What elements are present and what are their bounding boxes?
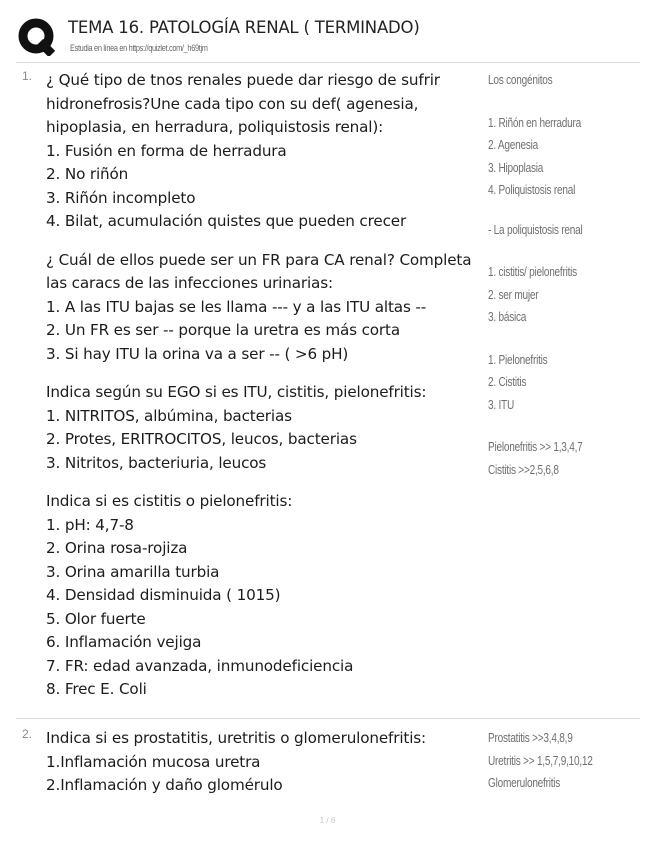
term-line: 1.Inflamación mucosa uretra <box>46 752 261 771</box>
definition-block <box>488 112 638 202</box>
term-line: 8. Frec E. Coli <box>46 680 147 698</box>
term-line: 3. Riñón incompleto <box>46 188 196 207</box>
card-definition <box>488 69 638 481</box>
term-line: 3. Orina amarilla turbia <box>46 562 220 581</box>
term-line: Indica si es cistitis o pielonefritis: <box>46 492 293 510</box>
page-number: 1 / 6 <box>319 816 336 825</box>
term-line: 1. Fusión en forma de herradura <box>46 141 287 160</box>
definition-line: - La poliquistosis renal <box>488 222 583 237</box>
definition-block <box>488 349 638 417</box>
term-line: 4. Bilat, acumulación quistes que pueden crecer <box>46 212 407 230</box>
definition-block <box>488 69 638 92</box>
term-block <box>46 490 488 702</box>
definition-line: 3. ITU <box>488 397 514 412</box>
definition-line: 2. Cistitis <box>488 375 527 389</box>
definition-line: Uretritis >> 1,5,7,9,10,12 <box>488 753 593 768</box>
definition-line: 2. Agenesia <box>488 138 539 152</box>
term-line: 5. Olor fuerte <box>46 609 146 628</box>
definition-line: 3. Hipoplasia <box>488 160 544 175</box>
definition-line: 4. Poliquistosis renal <box>488 183 576 197</box>
card-number: 2. <box>22 727 33 741</box>
term-line: ¿ Cuál de ellos puede ser un FR para CA renal? Completa <box>46 250 472 269</box>
document-source-link[interactable]: Estudia en línea en https://quizlet.com/_h69tjm <box>70 43 208 53</box>
term-block <box>46 249 488 367</box>
card-definition <box>488 727 638 795</box>
term-line: 1. NITRITOS, albúmina, bacterias <box>46 406 292 425</box>
definition-line: 1. cistitis/ pielonefritis <box>488 265 577 279</box>
term-line: 3. Nitritos, bacteriuria, leucos <box>46 453 267 472</box>
definition-line: 1. Pielonefritis <box>488 352 548 367</box>
term-line: 1. pH: 4,7-8 <box>46 515 134 534</box>
definition-line: Cistitis >>2,5,6,8 <box>488 462 559 477</box>
card-term <box>46 69 488 717</box>
definition-line: 2. ser mujer <box>488 287 539 302</box>
term-block <box>46 69 488 234</box>
term-line: 2. Protes, ERITROCITOS, leucos, bacterias <box>46 430 357 448</box>
quizlet-logo-icon <box>18 18 56 56</box>
definition-block <box>488 261 638 329</box>
term-line: ¿ Qué tipo de tnos renales puede dar riesgo de sufrir <box>46 71 440 89</box>
term-line: 3. Si hay ITU la orina va a ser -- ( >6 pH) <box>46 344 349 363</box>
term-line: Indica si es prostatitis, uretritis o glomerulonefritis: <box>46 729 427 747</box>
definition-block <box>488 219 638 242</box>
term-block <box>46 727 488 798</box>
term-line: hidronefrosis?Une cada tipo con su def( agenesia, <box>46 94 419 113</box>
card-divider <box>16 718 640 719</box>
page-header <box>16 14 640 62</box>
term-line: 2. Orina rosa-rojiza <box>46 539 188 557</box>
definition-line: 3. básica <box>488 310 527 324</box>
definition-line: 1. Riñón en herradura <box>488 115 581 130</box>
document-title: TEMA 16. PATOLOGÍA RENAL ( TERMINADO) <box>68 18 420 37</box>
term-line: Indica según su EGO si es ITU, cistitis, pielonefritis: <box>46 383 427 401</box>
term-line: 2. Un FR es ser -- porque la uretra es más corta <box>46 321 400 339</box>
definition-line: Pielonefritis >> 1,3,4,7 <box>488 440 583 454</box>
definition-line: Los congénitos <box>488 73 553 87</box>
card-number: 1. <box>22 69 33 83</box>
term-line: 7. FR: edad avanzada, inmunodeficiencia <box>46 656 354 675</box>
term-line: 6. Inflamación vejiga <box>46 633 202 651</box>
term-line: 1. A las ITU bajas se les llama --- y a las ITU altas -- <box>46 297 427 316</box>
card-term <box>46 727 488 813</box>
term-line: las caracs de las infecciones urinarias: <box>46 274 333 292</box>
header-divider <box>16 62 640 63</box>
term-line: 4. Densidad disminuida ( 1015) <box>46 586 281 604</box>
definition-block <box>488 727 638 795</box>
definition-block <box>488 436 638 481</box>
term-line: 2. No riñón <box>46 165 129 183</box>
definition-line: Glomerulonefritis <box>488 776 561 790</box>
term-line: hipoplasia, en herradura, poliquistosis renal): <box>46 118 384 136</box>
term-block <box>46 381 488 475</box>
definition-line: Prostatitis >>3,4,8,9 <box>488 731 573 745</box>
term-line: 2.Inflamación y daño glomérulo <box>46 776 283 794</box>
